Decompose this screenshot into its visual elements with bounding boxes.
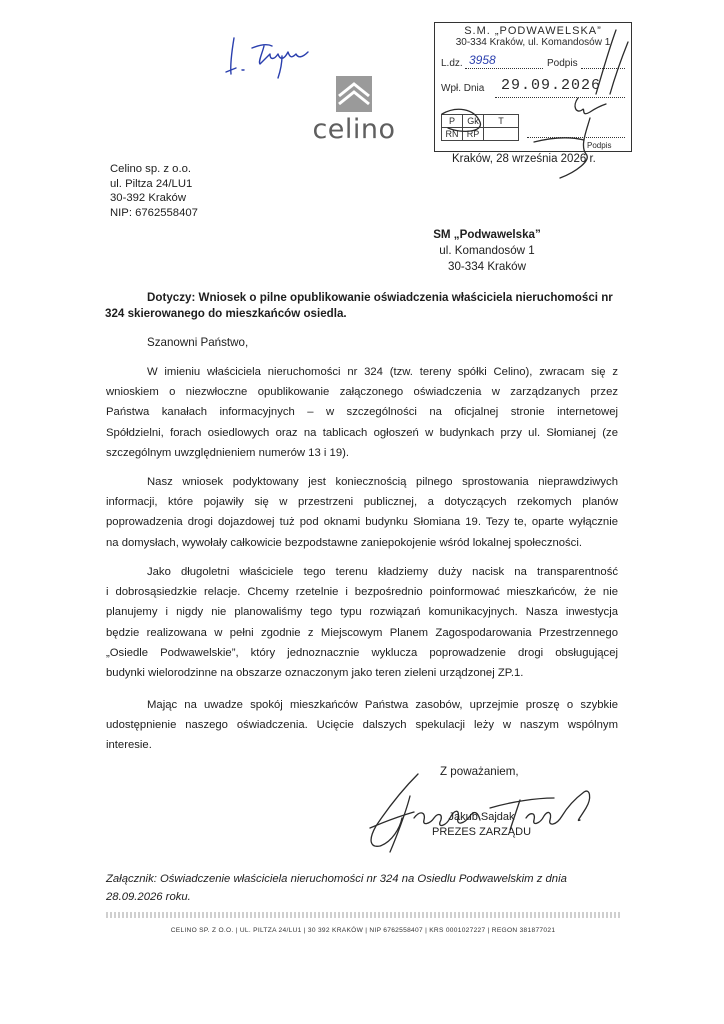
logo-wordmark: celino: [312, 114, 396, 145]
recipient-line: ul. Komandosów 1: [439, 244, 535, 257]
body-paragraph: [106, 362, 618, 463]
paragraph-line: Mając na uwadze spokój mieszkańców Państwa zasobów, uprzejmie proszę o szybkie: [147, 699, 618, 711]
sender-line: Celino sp. z o.o.: [110, 163, 192, 175]
paragraph-line: informacji, które pojawiły się w przestrzeni publicznej, a dotyczących rzekomych planów: [106, 496, 618, 509]
paragraph-line: Spółdzielni, forach osiedlowych oraz na tablicach ogłoszeń w budynkach przy ul. Słomianej (ze: [106, 426, 618, 439]
stamp-received-date: 29.09.2026: [501, 77, 602, 94]
footer-divider: [106, 912, 620, 918]
letter-date: Kraków, 28 września 2026 r.: [452, 153, 596, 165]
body-paragraph: [106, 695, 618, 756]
attachment-line: Załącznik: Oświadczenie właściciela nieruchomości nr 324 na Osiedlu Podwawelskim z dnia: [106, 873, 567, 885]
logo-house-icon: [336, 76, 372, 112]
signer-name: Jakub Sajdak: [448, 811, 515, 823]
signer-role: PREZES ZARZĄDU: [432, 826, 532, 838]
sender-line: ul. Piltza 24/LU1: [110, 177, 193, 190]
paragraph-line: na domysłach, wywołały całkowicie bezpodstawne zaniepokojenie wśród lokalnej społeczności.: [106, 536, 582, 549]
stamp-received-label: Wpł. Dnia: [441, 83, 485, 94]
paragraph-line: i dobrosąsiedzkie relacje. Chcemy rzetelnie i bezpośrednio poinformować mieszkańców, że nie: [106, 586, 618, 599]
sender-line: NIP: 6762558407: [110, 206, 198, 219]
letter-subject: [105, 290, 617, 322]
greeting: Szanowni Państwo,: [147, 336, 249, 349]
stamp-ldz-value: 3958: [469, 53, 496, 67]
paragraph-line: Jako długoletni właściciele tego terenu kładziemy duży nacisk na transparentność: [147, 566, 618, 578]
attachment-note: [106, 871, 618, 906]
sender-address: [110, 162, 198, 220]
paragraph-line: będzie realizowana w pełni zgodnie z Miejscowym Planem Zagospodarowania Przestrzennego: [106, 626, 618, 639]
body-paragraph: [106, 472, 618, 553]
sender-line: 30-392 Kraków: [110, 192, 186, 205]
paragraph-line: interesie.: [106, 739, 152, 752]
paragraph-line: budynki wielorodzinne na obszarze oznaczonym jako teren zieleni urządzonej ZP.1.: [106, 666, 524, 679]
paragraph-line: Państwa kanałach informacyjnych – w szczególności na oficjalnej stronie internetowej: [106, 406, 618, 419]
paragraph-line: szczególnym uwzględnieniem numerów 13 i 19).: [106, 446, 349, 459]
paragraph-line: W imieniu właściciela nieruchomości nr 324 (tzw. tereny spółki Celino), zwracam się z: [147, 366, 618, 378]
company-footer: CELINO SP. Z O.O. | UL. PILTZA 24/LU1 | 30 392 KRAKÓW | NIP 6762558407 | KRS 0001027227 | REGON 381877021: [170, 927, 556, 934]
body-paragraph: [106, 562, 618, 683]
stamp-org-name: S.M. „PODWAWELSKA”: [464, 25, 602, 37]
stamp-address: 30-334 Kraków, ul. Komandosów 1: [455, 37, 611, 48]
recipient-line: 30-334 Kraków: [448, 260, 526, 273]
stamp-cell: Gk: [462, 114, 484, 128]
subject-line: 324 skierowanego do mieszkańców osiedla.: [105, 307, 347, 320]
stamp-cell: RN: [441, 127, 463, 141]
stamp-podpis-label: Podpis: [547, 58, 578, 69]
paragraph-line: udostępnienie naszego oświadczenia. Ucięcie dalszych spekulacji leży w naszym wspólnym: [106, 719, 618, 732]
stamp-cell: RP: [462, 127, 484, 141]
recipient-address: [422, 227, 552, 275]
paragraph-line: poprowadzenia drogi dojazdowej tuż pod oknami budynku Słomiana 19. Tezy te, oparte wyłącznie: [106, 516, 618, 529]
handwritten-initials: [222, 30, 332, 82]
paragraph-line: wnioskiem o niezwłoczne opublikowanie załączonego oświadczenia w zarządzanych przez: [106, 386, 618, 399]
signer-block: [432, 810, 531, 840]
attachment-line: 28.09.2026 roku.: [106, 890, 191, 903]
paragraph-line: Nasz wniosek podyktowany jest koniecznością pilnego sprostowania nieprawdziwych: [147, 476, 618, 488]
paragraph-line: „Osiedle Podwawelskie”, który jednoznacznie wyklucza poprowadzenie drogi obsługującej: [106, 646, 618, 659]
closing: Z poważaniem,: [440, 765, 519, 778]
stamp-cell: T: [483, 114, 519, 128]
subject-line: Dotyczy: Wniosek o pilne opublikowanie oświadczenia właściciela nieruchomości nr: [147, 291, 613, 304]
stamp-cell: P: [441, 114, 463, 128]
stamp-ldz-label: L.dz.: [441, 58, 463, 69]
paragraph-line: planujemy i nigdy nie planowaliśmy tego typu rozwiązań komunikacyjnych. Nasza inwestycja: [106, 606, 618, 619]
stamp-podpis-bottom: Podpis: [587, 141, 612, 150]
company-logo: [308, 76, 400, 148]
recipient-line: SM „Podwawelska”: [433, 228, 541, 241]
